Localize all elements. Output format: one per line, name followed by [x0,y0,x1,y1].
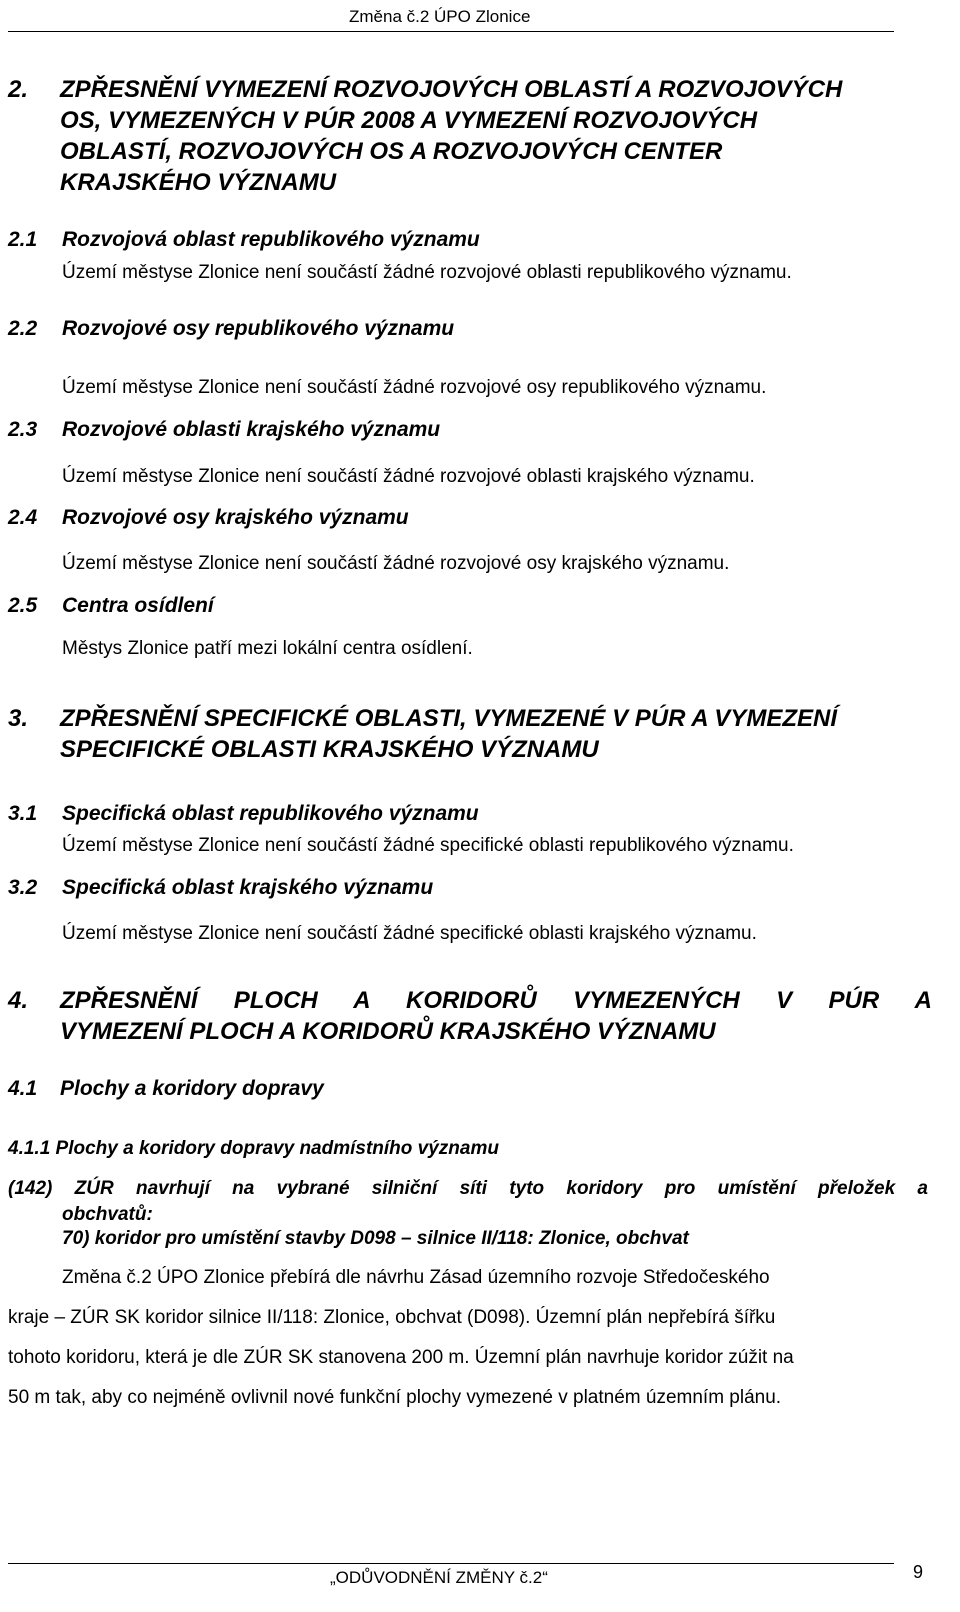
subsection-title: Plochy a koridory dopravy [60,1077,324,1100]
subsection-number: 3.2 [8,876,38,899]
body-paragraph [8,1256,928,1436]
subsection-2-2-heading [8,317,708,345]
subsection-title: Rozvojová oblast republikového významu [62,228,480,251]
subsection-3-2-heading [8,876,708,904]
subsection-number: 2.2 [8,317,38,340]
section-number: 2. [8,76,29,103]
subsection-number: 2.1 [8,228,38,251]
subsection-number: 3.1 [8,802,38,825]
subsection-number: 2.4 [8,506,38,529]
subsection-2-2-text: Území městyse Zlonice není součástí žádné rozvojové osy republikového významu. [62,377,767,398]
section-number: 4. [8,987,29,1014]
subsection-2-1-heading [8,228,708,256]
subsection-2-3-text: Území městyse Zlonice není součástí žádné rozvojové oblasti krajského významu. [62,466,755,487]
paragraph-line: kraje – ZÚR SK koridor silnice II/118: Zlonice, obchvat (D098). Územní plán nepřebírá šířku [8,1307,776,1328]
subsection-title: Rozvojové osy republikového významu [62,317,455,340]
header-title: Změna č.2 ÚPO Zlonice [349,7,531,26]
paragraph-line: Změna č.2 ÚPO Zlonice přebírá dle návrhu Zásad územního rozvoje Středočeského [62,1267,770,1288]
subsection-number: 2.3 [8,418,38,441]
heading-line: VYMEZENÍ PLOCH A KORIDORŮ KRAJSKÉHO VÝZNAMU [60,1018,716,1045]
header-rule [8,31,894,32]
heading-line: ZPŘESNĚNÍ VYMEZENÍ ROZVOJOVÝCH OBLASTÍ A ROZVOJOVÝCH [60,76,843,103]
section-3-heading [8,703,932,767]
footer-rule [8,1563,894,1564]
section-2-heading [8,74,932,204]
heading-line: KRAJSKÉHO VÝZNAMU [60,169,337,196]
subsection-title: Specifická oblast krajského významu [62,876,434,899]
subsection-3-1-text: Území městyse Zlonice není součástí žádné specifické oblasti republikového významu. [62,835,794,856]
subsection-number: 4.1 [8,1077,38,1100]
subsection-title: Rozvojové oblasti krajského významu [62,418,441,441]
heading-line: OBLASTÍ, ROZVOJOVÝCH OS A ROZVOJOVÝCH CENTER [60,138,723,165]
paragraph-line: tohoto koridoru, která je dle ZÚR SK stanovena 200 m. Územní plán navrhuje koridor zúžit na [8,1347,794,1368]
subsection-2-1-text: Území městyse Zlonice není součástí žádné rozvojové oblasti republikového významu. [62,262,792,283]
subsection-title: Centra osídlení [62,594,214,617]
subsection-4-1-heading [8,1077,708,1105]
section-number: 3. [8,705,29,732]
section-4-heading [8,985,932,1049]
subsection-3-1-heading [8,802,708,830]
footer-label: „ODŮVODNĚNÍ ZMĚNY č.2“ [330,1568,548,1587]
subsection-2-4-text: Území městyse Zlonice není součástí žádné rozvojové osy krajského významu. [62,553,730,574]
point-142-line2: obchvatů: [62,1204,153,1225]
point-142-item-70: 70) koridor pro umístění stavby D098 – silnice II/118: Zlonice, obchvat [62,1228,689,1249]
subsection-2-4-heading [8,506,708,534]
paragraph-line: 50 m tak, aby co nejméně ovlivnil nové funkční plochy vymezené v platném územním plánu. [8,1387,782,1408]
subsection-number: 2.5 [8,594,38,617]
subsection-3-2-text: Území městyse Zlonice není součástí žádné specifické oblasti krajského významu. [62,923,757,944]
heading-line: OS, VYMEZENÝCH V PÚR 2008 A VYMEZENÍ ROZVOJOVÝCH [60,107,758,134]
heading-line: SPECIFICKÉ OBLASTI KRAJSKÉHO VÝZNAMU [60,736,599,763]
heading-line: ZPŘESNĚNÍ SPECIFICKÉ OBLASTI, VYMEZENÉ V PÚR A VYMEZENÍ [60,705,837,732]
subsection-4-1-1-heading: 4.1.1 Plochy a koridory dopravy nadmístního významu [8,1138,499,1159]
subsection-2-5-text: Městys Zlonice patří mezi lokální centra osídlení. [62,638,473,659]
subsection-2-5-heading [8,594,708,622]
heading-line: ZPŘESNĚNÍ PLOCH A KORIDORŮ VYMEZENÝCH V PÚR A [60,987,932,1014]
subsection-title: Specifická oblast republikového významu [62,802,479,825]
subsection-2-3-heading [8,418,708,446]
point-142-line1: (142) ZÚR navrhují na vybrané silniční síti tyto koridory pro umístění přeložek a [8,1178,928,1199]
page-number: 9 [913,1562,924,1582]
subsection-title: Rozvojové osy krajského významu [62,506,409,529]
